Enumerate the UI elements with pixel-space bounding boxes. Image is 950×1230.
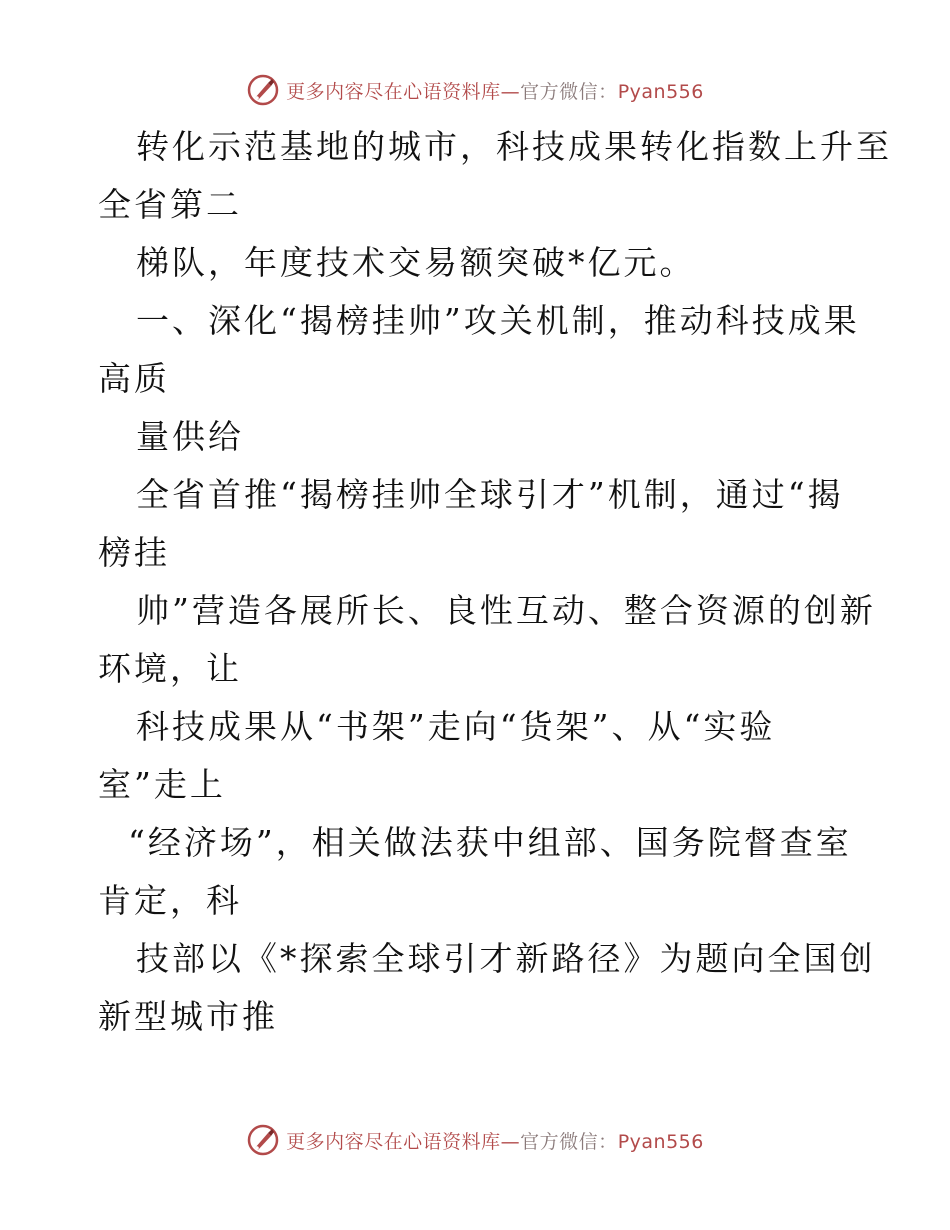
header-watermark-banner [0, 70, 950, 110]
text-line: 梯队，年度技术交易额突破*亿元。 [136, 243, 696, 282]
text-line: 全省第二 [98, 185, 242, 224]
text-line: 肯定，科 [98, 881, 242, 920]
footer-watermark-text: 更多内容尽在心语资料库—官方微信：Pyan556 [286, 1130, 704, 1153]
text-line: 室”走上 [98, 765, 226, 804]
text-line: 帅”营造各展所长、良性互动、整合资源的创新 [136, 591, 876, 630]
pen-logo-icon [246, 1123, 280, 1157]
footer-watermark-banner [0, 1120, 950, 1160]
text-line: “经济场”，相关做法获中组部、国务院督查室 [128, 823, 852, 862]
pen-logo-icon [246, 73, 280, 107]
header-watermark-text: 更多内容尽在心语资料库—官方微信：Pyan556 [286, 80, 704, 103]
section-heading-line: 量供给 [136, 417, 244, 456]
text-line: 技部以《*探索全球引才新路径》为题向全国创 [136, 939, 876, 978]
document-body [98, 118, 892, 1046]
section-heading-line: 一、深化“揭榜挂帅”攻关机制，推动科技成果 [136, 301, 860, 340]
text-line: 科技成果从“书架”走向“货架”、从“实验 [136, 707, 776, 746]
text-line: 榜挂 [98, 533, 170, 572]
text-line: 转化示范基地的城市，科技成果转化指数上升至 [136, 127, 892, 166]
text-line: 环境，让 [98, 649, 242, 688]
text-line: 全省首推“揭榜挂帅全球引才”机制，通过“揭 [136, 475, 844, 514]
section-heading-line: 高质 [98, 359, 170, 398]
text-line: 新型城市推 [98, 997, 278, 1036]
